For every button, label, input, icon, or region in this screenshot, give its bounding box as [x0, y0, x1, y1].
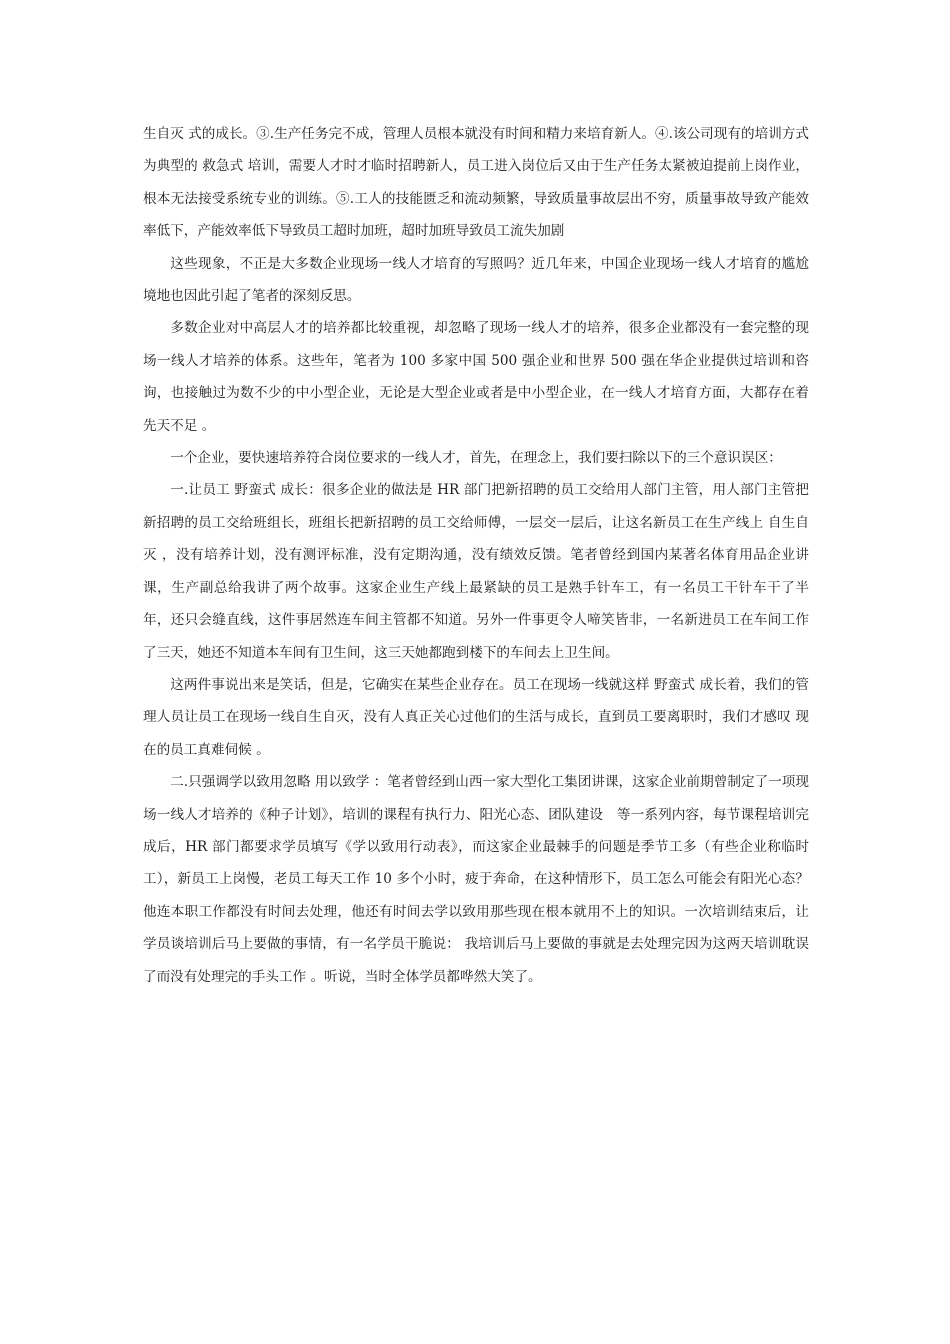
paragraph-3: 多数企业对中高层人才的培养都比较重视，却忽略了现场一线人才的培养，很多企业都没有一套完整的现场一线人才培养的体系。这些年，笔者为 100 多家中国 500 强企业和世界 500 强在华企业提供过培训和咨询，也接触过为数不少的中小型企业，无论是大型企业或者是中小型企业，在一线人才培育方面，大都存在着 先天不足 。 — [143, 320, 809, 434]
paragraph-1: 生自灭 式的成长。③.生产任务完不成，管理人员根本就没有时间和精力来培育新人。④.该公司现有的培训方式为典型的 救急式 培训，需要人才时才临时招聘新人，员工进入岗位后又由于生产任务太紧被迫提前上岗作业，根本无法接受系统专业的训练。⑤.工人的技能匮乏和流动频繁，导致质量事故层出不穷，质量事故导致产能效率低下，产能效率低下导致员工超时加班，超时加班导致员工流失加剧 — [143, 126, 809, 240]
paragraph-4: 一个企业，要快速培养符合岗位要求的一线人才，首先，在理念上，我们要扫除以下的三个意识误区： — [170, 450, 782, 467]
paragraph-5: 一.让员工 野蛮式 成长：很多企业的做法是 HR 部门把新招聘的员工交给用人部门主管，用人部门主管把新招聘的员工交给班组长，班组长把新招聘的员工交给师傅，一层交一层后，让这名新员工在生产线上 自生自灭 ，没有培养计划，没有测评标准，没有定期沟通，没有绩效反馈。笔者曾经到国内某著名体育用品企业讲课，生产副总给我讲了两个故事。这家企业生产线上最紧缺的员工是熟手针车工，有一名员工干针车干了半年，还只会缝直线，这件事居然连车间主管都不知道。另外一件事更令人啼笑皆非，一名新进员工在车间工作了三天，她还不知道本车间有卫生间，这三天她都跑到楼下的车间去上卫生间。 — [143, 482, 809, 661]
paragraph-7: 二.只强调学以致用忽略 用以致学 ：笔者曾经到山西一家大型化工集团讲课，这家企业前期曾制定了一项现场一线人才培养的《种子计划》，培训的课程有执行力、阳光心态、团队建设 等一系列内容，每节课程培训完成后，HR 部门都要求学员填写《学以致用行动表》，而这家企业最棘手的问题是季节工多（有些企业称临时工），新员工上岗慢，老员工每天工作 10 多个小时，疲于奔命，在这种情形下，员工怎么可能会有阳光心态？他连本职工作都没有时间去处理，他还有时间去学以致用那些现在根本就用不上的知识。一次培训结束后，让学员谈培训后马上要做的事情，有一名学员干脆说： 我培训后马上要做的事就是去处理完因为这两天培训耽误了而没有处理完的手头工作 。听说，当时全体学员都哗然大笑了。 — [143, 774, 809, 985]
paragraph-6: 这两件事说出来是笑话，但是，它确实在某些企业存在。员工在现场一线就这样 野蛮式 成长着，我们的管理人员让员工在现场一线自生自灭，没有人真正关心过他们的生活与成长，直到员工要离职时，我们才感叹 现在的员工真难伺候 。 — [143, 676, 809, 758]
document-page — [143, 118, 809, 993]
paragraph-2: 这些现象，不正是大多数企业现场一线人才培育的写照吗？近几年来，中国企业现场一线人才培育的尴尬境地也因此引起了笔者的深刻反思。 — [143, 255, 809, 305]
